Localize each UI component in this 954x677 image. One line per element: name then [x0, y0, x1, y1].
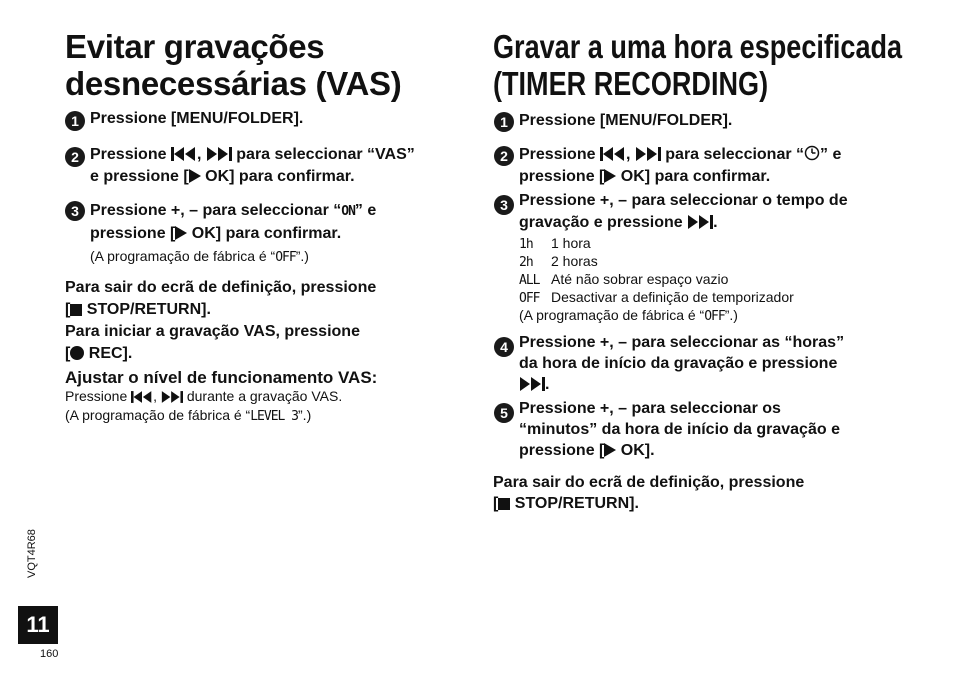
left-step3-c: pressione [ [90, 225, 176, 242]
lcd-1h-text: 1h [519, 237, 533, 252]
play-icon [189, 169, 201, 183]
left-title [65, 28, 401, 102]
skip-forward-icon [519, 377, 545, 391]
right-step3: Pressione +, – para seleccionar o tempo de gravação e pressione . [519, 190, 919, 234]
lcd-level-text: LEVEL 3 [250, 409, 299, 424]
right-step2: Pressione , para seleccionar “ ” e pressione [ OK] para confirmar. [519, 146, 842, 185]
left-step2-b: para seleccionar “VAS” [236, 146, 415, 163]
right-step3-a: Pressione +, – para seleccionar o tempo de [519, 192, 848, 209]
lcd-off-text: OFF [519, 291, 540, 306]
step-number-3: 3 [494, 195, 514, 215]
skip-forward-icon [687, 215, 713, 229]
right-opt3: Até não sobrar espaço vazio [551, 271, 729, 287]
right-step2-a: Pressione [519, 146, 596, 163]
left-start-c: REC]. [84, 345, 133, 362]
stop-icon [70, 304, 82, 316]
left-adjust-title: Ajustar o nível de funcionamento VAS: [65, 368, 378, 387]
right-step5-b: “minutos” da hora de início da gravação e [519, 421, 840, 438]
right-options-list [519, 234, 919, 324]
record-icon [70, 346, 84, 360]
left-step3-d: OK] para confirmar. [187, 225, 342, 242]
skip-back-icon [131, 391, 153, 403]
play-icon [604, 443, 616, 457]
left-exit-c: STOP/RETURN]. [82, 301, 211, 318]
left-title-line2: desnecessárias (VAS) [65, 65, 402, 102]
right-step3-b: gravação e pressione [519, 214, 683, 231]
right-note-a: (A programação de fábrica é “ [519, 307, 705, 323]
left-step3-note-a: (A programação de fábrica é “ [90, 248, 276, 264]
step-number-5: 5 [494, 403, 514, 423]
left-adjust-note-b: ”.) [298, 407, 312, 423]
right-opt2: 2 horas [551, 253, 598, 269]
right-note-b: ”.) [724, 307, 738, 323]
step-number-1: 1 [65, 111, 85, 131]
right-step2-e: OK] para confirmar. [616, 168, 771, 185]
right-step2-d: pressione [ [519, 168, 605, 185]
right-title-line1: Gravar a uma hora especificada [493, 28, 903, 65]
right-step5-a: Pressione +, – para seleccionar os [519, 400, 781, 417]
right-step4-a: Pressione +, – para seleccionar as “horas” [519, 334, 845, 351]
left-step2-c: e pressione [ [90, 168, 189, 185]
right-step4: Pressione +, – para seleccionar as “horas” da hora de início da gravação e pressione . [519, 332, 919, 395]
left-step2-d: OK] para confirmar. [200, 168, 355, 185]
skip-back-icon [171, 147, 197, 161]
right-opt4: Desactivar a definição de temporizador [551, 289, 794, 305]
skip-forward-icon [206, 147, 232, 161]
step-number-2: 2 [494, 146, 514, 166]
lcd-off-text: OFF [704, 309, 725, 324]
step-number-1: 1 [494, 112, 514, 132]
left-adjust-note-a: (A programação de fábrica é “ [65, 407, 251, 423]
step-number-3: 3 [65, 201, 85, 221]
step-number-4: 4 [494, 337, 514, 357]
page-number-badge: 11 [18, 606, 58, 644]
left-exit-instructions [65, 277, 465, 321]
left-adjust-b: durante a gravação VAS. [186, 388, 343, 404]
left-adjust-a: Pressione [65, 388, 128, 404]
skip-back-icon [600, 147, 626, 161]
left-exit-b: [ [65, 301, 71, 318]
right-title [493, 28, 902, 102]
right-step5-d: OK]. [616, 442, 655, 459]
right-step4-b: da hora de início da gravação e pressione [519, 355, 838, 372]
left-start-a: Para iniciar a gravação VAS, pressione [65, 323, 360, 340]
left-step3 [90, 200, 470, 245]
lcd-2h-text: 2h [519, 255, 533, 270]
left-step3-note-b: ”.) [295, 248, 309, 264]
left-adjust-note [65, 406, 311, 426]
left-step3-note [90, 247, 309, 267]
right-step2-b: para seleccionar “ [665, 146, 805, 163]
lcd-on-text: ON [341, 204, 355, 219]
left-step1-text: Pressione [MENU/FOLDER]. [90, 110, 304, 127]
step-number-2: 2 [65, 147, 85, 167]
left-start-b: [ [65, 345, 71, 362]
play-icon [604, 169, 616, 183]
skip-forward-icon [161, 391, 183, 403]
model-code: VQT4R68 [26, 529, 38, 578]
right-exit-c: STOP/RETURN]. [510, 495, 639, 512]
lcd-all-text: ALL [519, 273, 540, 288]
skip-forward-icon [635, 147, 661, 161]
right-step2-c: ” e [820, 146, 842, 163]
right-title-line2: (TIMER RECORDING) [493, 65, 769, 102]
right-exit-b: [ [493, 495, 499, 512]
right-step1-text: Pressione [MENU/FOLDER]. [519, 112, 733, 129]
left-step2-a: Pressione [90, 146, 167, 163]
right-exit-a: Para sair do ecrã de definição, pressione [493, 474, 805, 491]
page-total: 160 [40, 648, 59, 660]
right-exit-instructions [493, 472, 893, 514]
left-title-line1: Evitar gravações [65, 28, 325, 65]
right-step5-c: pressione [ [519, 442, 605, 459]
play-icon [175, 226, 187, 240]
left-step2: Pressione , para seleccionar “VAS” e pressione [ OK] para confirmar. [90, 146, 415, 185]
left-exit-a: Para sair do ecrã de definição, pressione [65, 279, 377, 296]
left-adjust-text: Pressione , durante a gravação VAS. [65, 388, 343, 404]
left-step3-b: ” e [354, 202, 377, 219]
clock-icon [804, 145, 820, 161]
stop-icon [498, 498, 510, 510]
right-opt1: 1 hora [551, 235, 591, 251]
left-step3-a: Pressione +, – para seleccionar “ [90, 202, 342, 219]
lcd-off-text: OFF [275, 250, 296, 265]
right-step5 [519, 398, 919, 461]
left-start-instructions [65, 321, 465, 365]
